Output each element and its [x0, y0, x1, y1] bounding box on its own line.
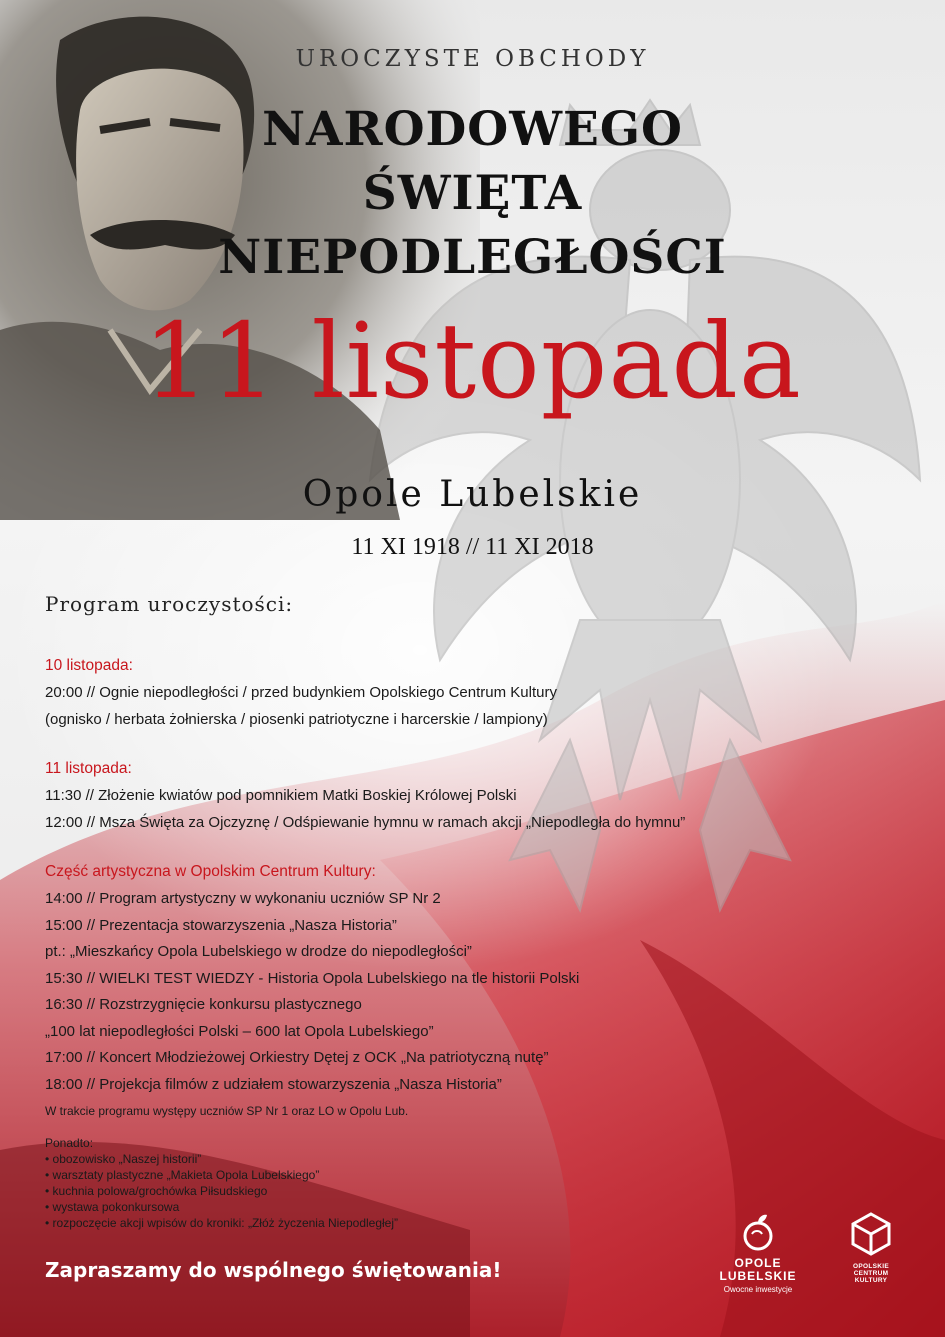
section-heading: 10 listopada:	[45, 657, 133, 674]
program-line: 18:00 // Projekcja filmów z udziałem stowarzyszenia „Nasza Historia”	[45, 1075, 502, 1093]
program-line: 20:00 // Ognie niepodległości / przed budynkiem Opolskiego Centrum Kultury	[45, 684, 557, 701]
extras-list	[45, 1135, 398, 1231]
program-line: 16:30 // Rozstrzygnięcie konkursu plastycznego	[45, 996, 362, 1013]
opole-lubelskie-logo	[708, 1212, 808, 1294]
program-line: 11:30 // Złożenie kwiatów pod pomnikiem Matki Boskiej Królowej Polski	[45, 787, 517, 804]
cube-icon	[849, 1210, 893, 1258]
event-date: 11 listopada	[143, 300, 802, 422]
main-title	[0, 98, 945, 290]
section-heading: 11 listopada:	[45, 760, 132, 777]
invitation-text: Zapraszamy do wspólnego świętowania!	[45, 1258, 502, 1282]
title-line-3: NIEPODLEGŁOŚCI	[218, 230, 727, 285]
logo-tagline: Owocne inwestycje	[723, 1285, 793, 1294]
extras-item: • wystawa pokonkursowa	[45, 1200, 180, 1214]
ock-line-2: CENTRUM	[853, 1270, 889, 1277]
program-line: 15:30 // WIELKI TEST WIEDZY - Historia Opola Lubelskiego na tle historii Polski	[45, 969, 580, 987]
extras-heading: Ponadto:	[45, 1136, 94, 1150]
performances-note: W trakcie programu występy uczniów SP Nr 1 oraz LO w Opolu Lub.	[45, 1104, 409, 1118]
city-name: Opole Lubelskie	[302, 474, 643, 515]
apple-icon	[740, 1212, 776, 1252]
program-line: pt.: „Mieszkańcy Opola Lubelskiego w drodze do niepodległości”	[45, 943, 472, 960]
program-section-nov-11	[45, 755, 915, 836]
logo-name-line-1: OPOLE	[734, 1256, 782, 1270]
logo-name-line-2: LUBELSKIE	[719, 1269, 797, 1283]
extras-item: • rozpoczęcie akcji wpisów do kroniki: „Złóż życzenia Niepodległej”	[45, 1216, 399, 1230]
program-line: 17:00 // Koncert Młodzieżowej Orkiestry Dętej z OCK „Na patriotyczną nutę”	[45, 1049, 549, 1066]
extras-item: • warsztaty plastyczne „Makieta Opola Lubelskiego”	[45, 1168, 320, 1182]
title-line-1: NARODOWEGO	[262, 102, 683, 157]
ock-line-1: OPOLSKIE	[853, 1263, 889, 1270]
subtitle: UROCZYSTE OBCHODY	[295, 46, 650, 72]
program-section-artistic	[45, 858, 915, 1098]
section-heading: Część artystyczna w Opolskim Centrum Kultury:	[45, 863, 376, 880]
program-section-nov-10	[45, 652, 915, 733]
title-line-2: ŚWIĘTA	[362, 166, 583, 221]
program-line: (ognisko / herbata żołnierska / piosenki patriotyczne i harcerskie / lampiony)	[45, 710, 548, 728]
ock-line-3: KULTURY	[854, 1277, 888, 1284]
program	[45, 592, 915, 1120]
extras-item: • obozowisko „Naszej historii”	[45, 1152, 202, 1166]
program-line: 14:00 // Program artystyczny w wykonaniu uczniów SP Nr 2	[45, 890, 441, 907]
ock-logo	[836, 1210, 906, 1284]
program-line: 15:00 // Prezentacja stowarzyszenia „Nasza Historia”	[45, 916, 397, 934]
program-title: Program uroczystości:	[45, 592, 294, 616]
extras-item: • kuchnia polowa/grochówka Piłsudskiego	[45, 1184, 268, 1198]
program-line: „100 lat niepodległości Polski – 600 lat Opola Lubelskiego”	[45, 1022, 434, 1040]
anniversary-years: 11 XI 1918 // 11 XI 2018	[351, 534, 594, 560]
program-line: 12:00 // Msza Święta za Ojczyznę / Odśpiewanie hymnu w ramach akcji „Niepodległa do hymnu”	[45, 813, 686, 831]
